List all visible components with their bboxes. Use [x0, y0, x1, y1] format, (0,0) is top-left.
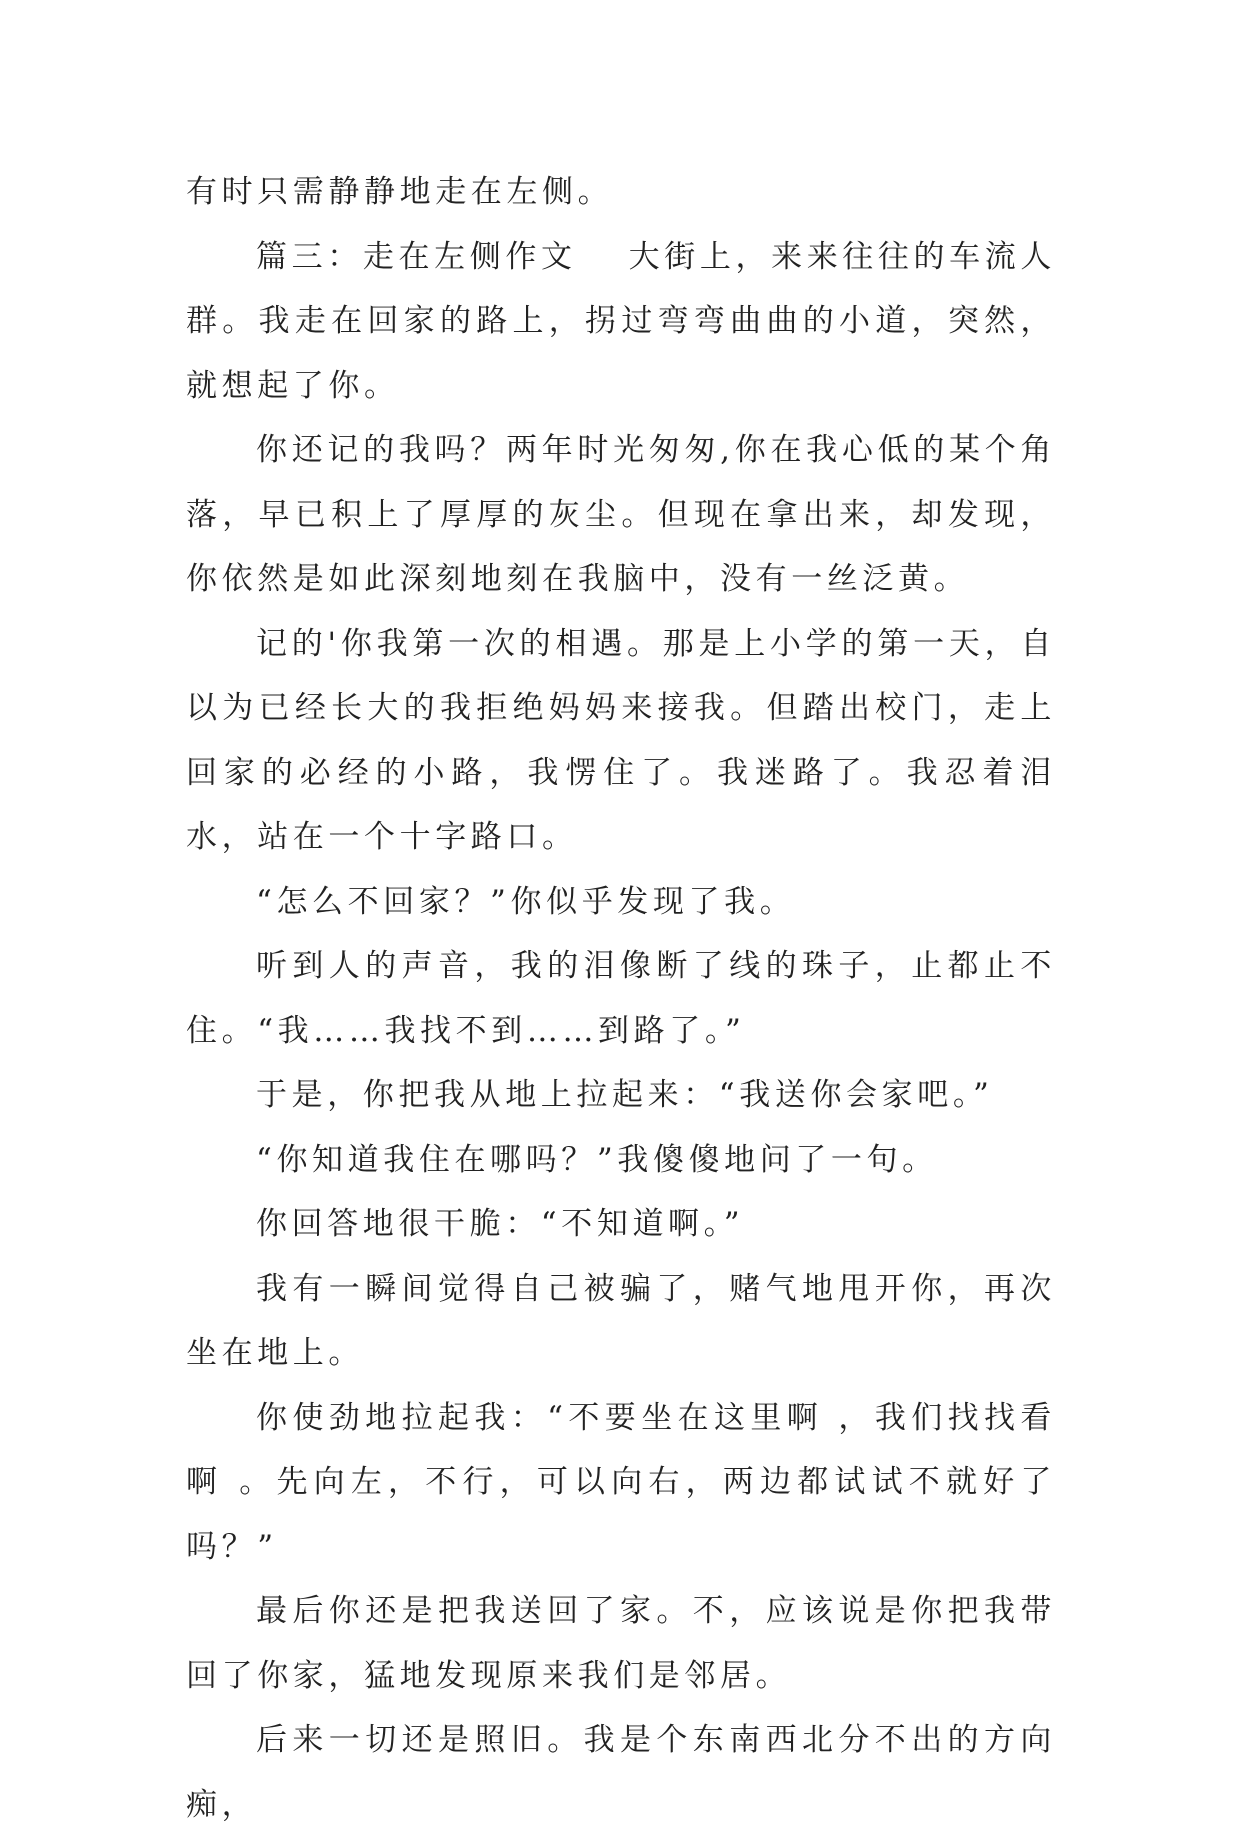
document-body — [186, 160, 1056, 1837]
paragraph-with-heading — [186, 225, 1056, 419]
paragraph: 听到人的声音，我的泪像断了线的珠子，止都止不住。“我……我找不到……到路了。” — [186, 948, 1056, 1049]
paragraph-text: 大街上，来来往往的车流人群。我走在回家的路上，拐过弯弯曲曲的小道，突然，就想起了你。 — [186, 238, 1056, 404]
paragraph: 最后你还是把我送回了家。不，应该说是你把我带回了你家，猛地发现原来我们是邻居。 — [186, 1593, 1056, 1694]
paragraph: “怎么不回家？”你似乎发现了我。 — [256, 883, 796, 920]
paragraph: 有时只需静静地走在左侧。 — [186, 174, 614, 210]
paragraph: 于是，你把我从地上拉起来：“我送你会家吧。” — [256, 1077, 994, 1113]
paragraph: 你还记的我吗？两年时光匆匆,你在我心低的某个角落，早已积上了厚厚的灰尘。但现在拿出来，却发现，你依然是如此深刻地刻在我脑中，没有一丝泛黄。 — [186, 432, 1056, 597]
paragraph: 记的'你我第一次的相遇。那是上小学的第一天，自以为已经长大的我拒绝妈妈来接我。但踏出校门，走上回家的必经的小路，我愣住了。我迷路了。我忍着泪水，站在一个十字路口。 — [186, 625, 1056, 855]
paragraph: “你知道我住在哪吗？”我傻傻地问了一句。 — [256, 1141, 938, 1178]
paragraph: 后来一切还是照旧。我是个东南西北分不出的方向痴， — [186, 1722, 1056, 1823]
section-heading: 篇三：走在左侧作文 — [256, 238, 577, 275]
paragraph: 你回答地很干脆：“不知道啊。” — [256, 1206, 745, 1242]
paragraph: 我有一瞬间觉得自己被骗了，赌气地甩开你，再次坐在地上。 — [186, 1270, 1056, 1371]
paragraph: 你使劲地拉起我：“不要坐在这里啊 ，我们找找看啊 。先向左，不行，可以向右，两边都试试不就好了吗？” — [186, 1399, 1056, 1565]
